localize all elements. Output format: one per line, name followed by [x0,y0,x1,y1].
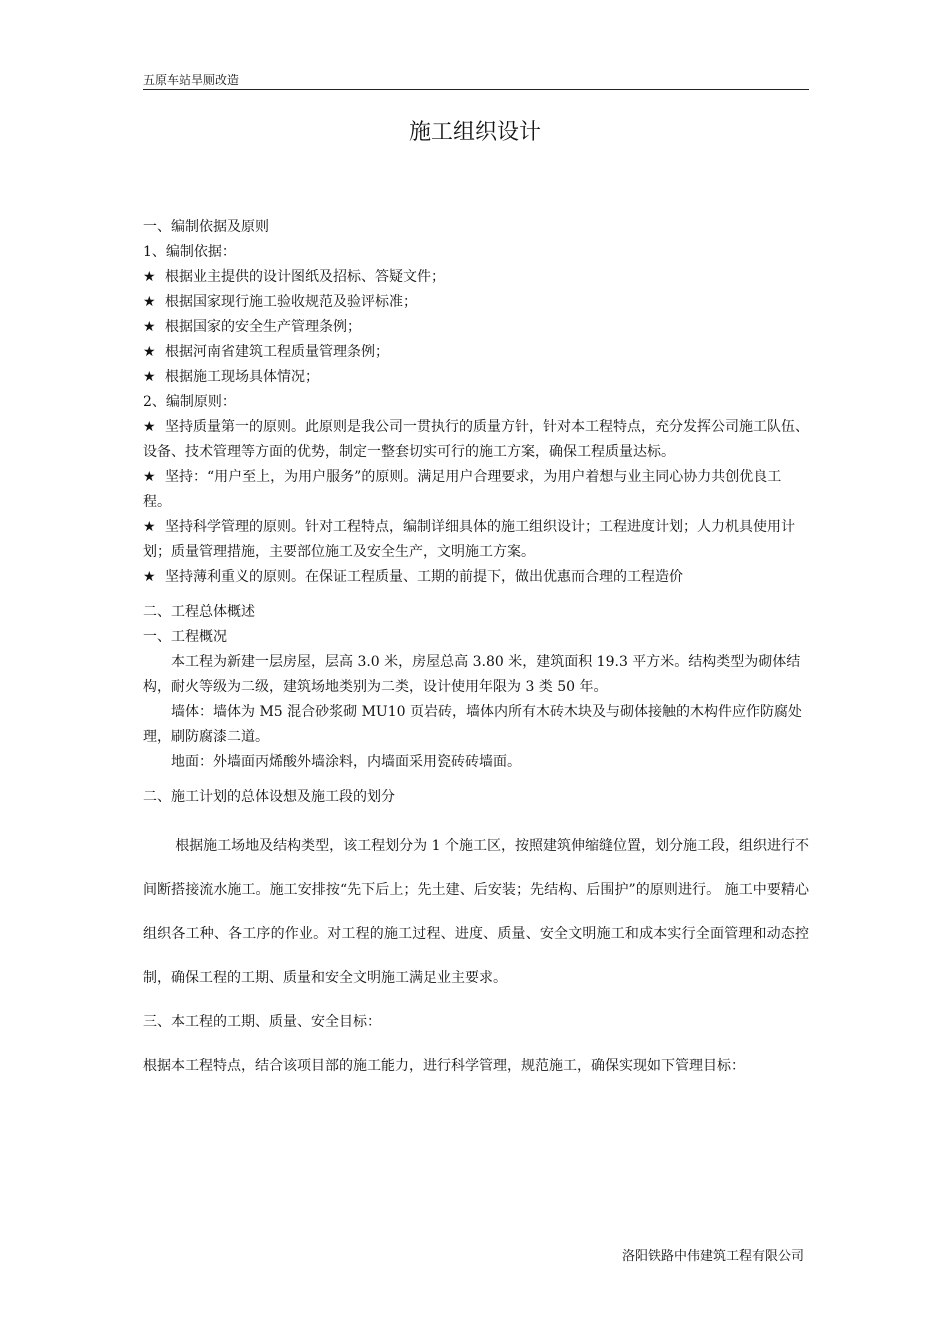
list-item: ★ 根据国家的安全生产管理条例； [143,315,809,340]
footer-company-name: 洛阳铁路中伟建筑工程有限公司 [621,1249,804,1264]
section-heading: 二、工程总体概述 [143,604,255,620]
document-title: 施工组织设计 [408,120,541,145]
star-bullet-icon: ★ [143,469,156,485]
subsection-heading: 一、工程概况 [143,629,227,645]
star-bullet-icon: ★ [143,319,156,335]
list-item: ★ 根据施工现场具体情况； [143,365,809,390]
subsection-heading: 二、施工计划的总体设想及施工段的划分 [143,789,395,805]
subsection-heading: 三、本工程的工期、质量、安全目标： [143,1014,381,1030]
star-bullet-icon: ★ [143,519,156,535]
subsection-heading: 2、编制原则： [143,394,236,410]
page-footer [622,1248,804,1266]
star-bullet-icon: ★ [143,269,156,285]
star-bullet-icon: ★ [143,294,156,310]
header-project-name: 五原车站旱厕改造 [143,73,240,87]
list-item: ★ 坚持科学管理的原则。针对工程特点，编制详细具体的施工组织设计；工程进度计划；人力机具使用计划；质量管理措施，主要部位施工及安全生产，文明施工方案。 [143,515,809,565]
star-bullet-icon: ★ [143,419,156,435]
subsection-heading: 1、编制依据： [143,244,236,260]
list-item: ★ 坚持薄利重义的原则。在保证工程质量、工期的前提下，做出优惠而合理的工程造价 [143,565,809,590]
paragraph: 墙体：墙体为 M5 混合砂浆砌 MU10 页岩砖，墙体内所有木砖木块及与砌体接触的木构件应作防腐处理，刷防腐漆二道。 [143,704,802,745]
document-body [143,215,809,1088]
section-heading: 一、编制依据及原则 [143,219,269,235]
paragraph: 地面：外墙面丙烯酸外墙涂料，内墙面采用瓷砖砖墙面。 [171,754,521,770]
paragraph: 根据施工场地及结构类型，该工程划分为 1 个施工区，按照建筑伸缩缝位置，划分施工段，组织进行不间断搭接流水施工。施工安排按“先下后上；先土建、后安装；先结构、后围护”的原则进行。 施工中要精心组织各工种、各工序的作业。对工程的施工过程、进度、质量、安全文明施工和成本实行全面管理和动态控制，确保工程的工期、质量和安全文明施工满足业主要求。 [143,838,809,986]
list-item: ★ 坚持质量第一的原则。此原则是我公司一贯执行的质量方针，针对本工程特点，充分发挥公司施工队伍、设备、技术管理等方面的优势，制定一整套切实可行的施工方案，确保工程质量达标。 [143,415,809,465]
list-item: ★ 根据河南省建筑工程质量管理条例； [143,340,809,365]
list-item: ★ 根据国家现行施工验收规范及验评标准； [143,290,809,315]
star-bullet-icon: ★ [143,344,156,360]
star-bullet-icon: ★ [143,369,156,385]
page-header [143,72,809,90]
paragraph: 本工程为新建一层房屋，层高 3.0 米，房屋总高 3.80 米，建筑面积 19.3 平方米。结构类型为砌体结构，耐火等级为二级，建筑场地类别为二类，设计使用年限为 3 类 50 年。 [143,654,801,695]
list-item: ★ 坚持：“用户至上，为用户服务”的原则。满足用户合理要求，为用户着想与业主同心协力共创优良工程。 [143,465,809,515]
paragraph: 根据本工程特点，结合该项目部的施工能力，进行科学管理，规范施工，确保实现如下管理目标： [143,1058,745,1074]
star-bullet-icon: ★ [143,569,156,585]
list-item: ★ 根据业主提供的设计图纸及招标、答疑文件； [143,265,809,290]
